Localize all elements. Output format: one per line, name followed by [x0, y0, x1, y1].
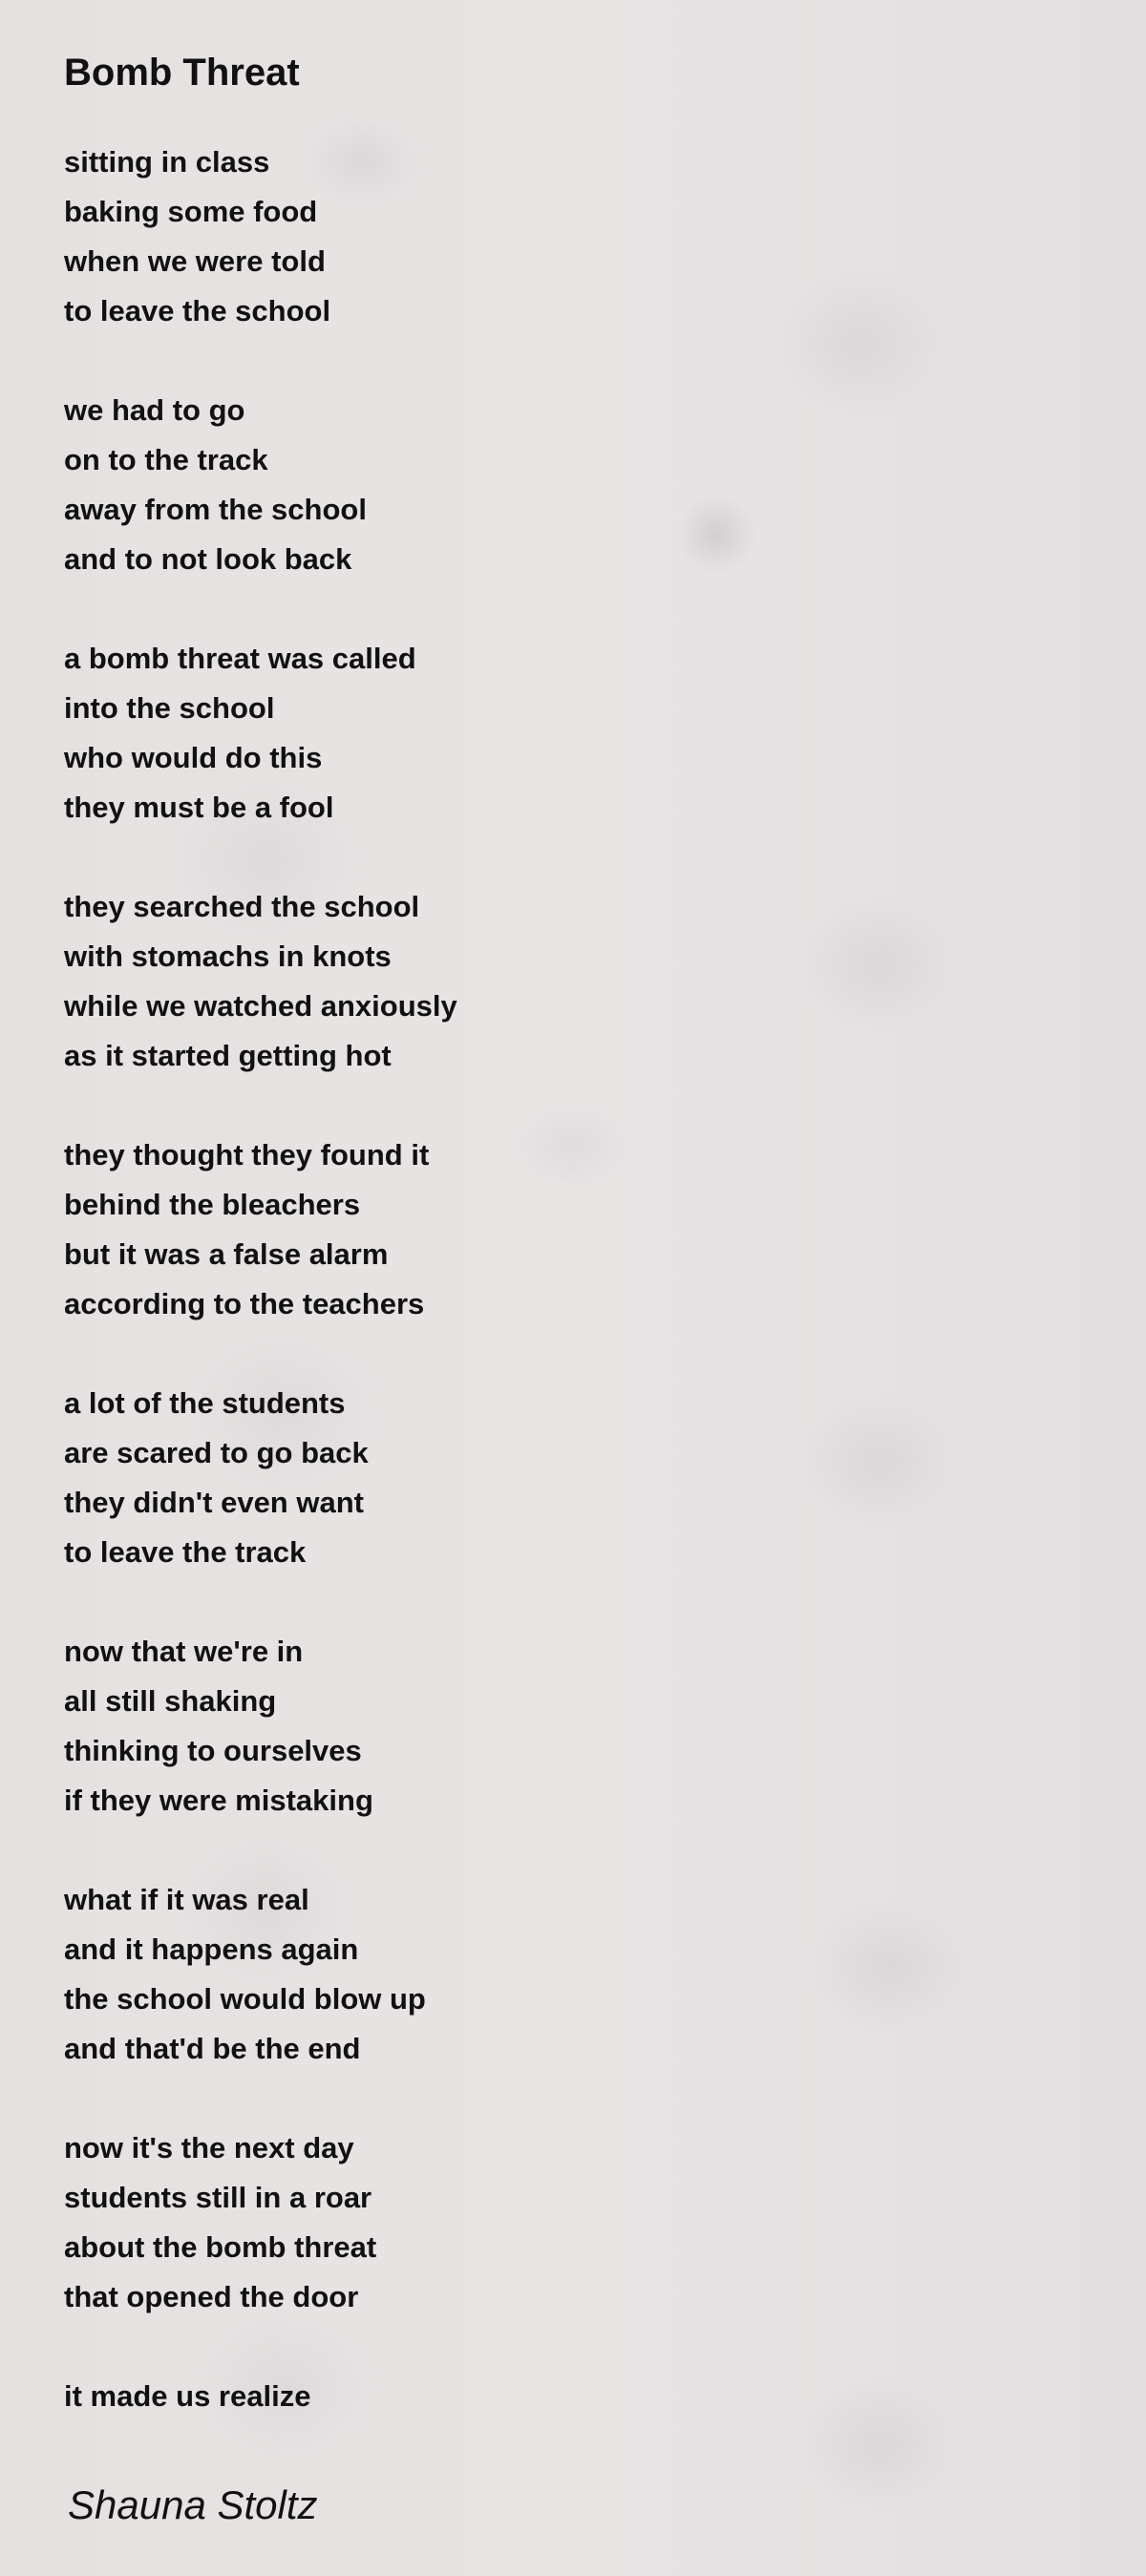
poem-line: according to the teachers: [64, 1287, 425, 1320]
stanza-2: [64, 386, 1146, 584]
stanza-8: [64, 1875, 1146, 2074]
poem-line: who would do this: [64, 741, 323, 774]
poem-line: sitting in class: [64, 145, 270, 179]
poem-line: a lot of the students: [64, 1386, 346, 1420]
stanza-5: [64, 1130, 1146, 1329]
poem-line: they didn't even want: [64, 1486, 364, 1519]
poem-line: but it was a false alarm: [64, 1237, 389, 1271]
poem-line: if they were mistaking: [64, 1784, 373, 1817]
poem-line: away from the school: [64, 493, 367, 526]
poem-line: they searched the school: [64, 890, 420, 923]
stanza-4: [64, 882, 1146, 1081]
poem-line: they must be a fool: [64, 791, 334, 824]
stanza-6: [64, 1379, 1146, 1577]
poem-line: all still shaking: [64, 1684, 277, 1718]
poem-line: to leave the school: [64, 294, 331, 327]
poem-line: and that'd be the end: [64, 2032, 361, 2065]
poem-line: baking some food: [64, 195, 318, 228]
poem-line: to leave the track: [64, 1535, 307, 1569]
poem-line: they thought they found it: [64, 1138, 430, 1172]
poem-line: now that we're in: [64, 1635, 304, 1668]
poem-line: now it's the next day: [64, 2131, 354, 2164]
stanza-7: [64, 1627, 1146, 1826]
poem-line: about the bomb threat: [64, 2230, 377, 2264]
stanza-3: [64, 634, 1146, 833]
poem-line: and it happens again: [64, 1932, 359, 1966]
poem-line: what if it was real: [64, 1883, 309, 1916]
poem-line: that opened the door: [64, 2280, 359, 2313]
poem-line: it made us realize: [64, 2379, 311, 2413]
poem-line: students still in a roar: [64, 2181, 372, 2214]
poem-line: into the school: [64, 691, 275, 725]
poem-author: Shauna Stoltz: [68, 2482, 318, 2527]
poem-line: behind the bleachers: [64, 1188, 361, 1221]
poem-line: with stomachs in knots: [64, 940, 392, 973]
poem-line: are scared to go back: [64, 1436, 369, 1469]
poem-line: we had to go: [64, 393, 245, 427]
poem-title: Bomb Threat: [64, 52, 300, 94]
poem-line: and to not look back: [64, 542, 352, 576]
poem-line: while we watched anxiously: [64, 989, 457, 1023]
poem-line: thinking to ourselves: [64, 1734, 362, 1767]
stanza-9: [64, 2123, 1146, 2322]
poem-line: when we were told: [64, 244, 326, 278]
poem-line: the school would blow up: [64, 1982, 426, 2016]
poem-line: on to the track: [64, 443, 268, 476]
poem-line: as it started getting hot: [64, 1039, 392, 1072]
poem-line: a bomb threat was called: [64, 642, 416, 675]
poem-body: [64, 137, 1146, 2421]
stanza-1: [64, 137, 1146, 336]
stanza-10: [64, 2372, 1146, 2421]
